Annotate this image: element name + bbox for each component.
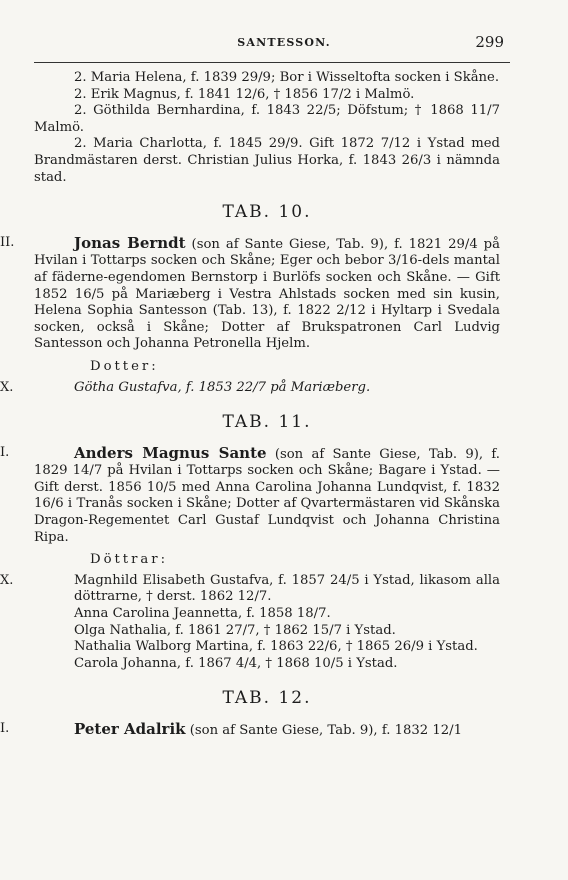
entry-paragraph (34, 235, 500, 353)
continuation-entry: 2. Erik Magnus, f. 1841 12/6, † 1856 17/2 i Malmö. (74, 86, 415, 102)
child-text: Anna Carolina Jeannetta, f. 1858 18/7. (74, 606, 331, 622)
continuation-entry: 2. Göthilda Bernhardina, f. 1843 22/5; Döfstum; † 1868 11/7 Malmö. (34, 103, 500, 135)
continuation-entry: 2. Maria Charlotta, f. 1845 29/9. Gift 1872 7/12 i Ystad med Brandmästaren derst. Christian Julius Horka, f. 1843 26/3 i nämnda stad. (34, 136, 500, 185)
genealogy-entry (0, 443, 500, 547)
child-entry (0, 379, 500, 397)
generation-marker: X. (0, 379, 14, 395)
children-heading: Döttrar: (90, 552, 169, 568)
genealogy-entry (0, 720, 500, 740)
generation-marker: I. (0, 721, 10, 736)
running-head: SANTESSON. (237, 36, 331, 49)
entry-paragraph (34, 721, 500, 740)
generation-marker: X. (0, 572, 14, 588)
entry-text: (son af Sante Giese, Tab. 9), f. 1829 14/7 på Hvilan i Tottarps socken och Skåne; Bagare i Ystad. — Gift derst. 1856 10/5 med Anna Carolina Johanna Lundqvist, f. 1832 16/6 i Tranås socken i Skåne; Dotter af Qvartermästaren vid Skånska Dragon-Regementet Carl Gustaf Lundqvist och Johanna Christina Ripa. (34, 446, 500, 545)
child-text: Olga Nathalia, f. 1861 27/7, † 1862 15/7 i Ystad. (74, 622, 396, 638)
generation-marker: II. (0, 234, 15, 250)
genealogy-entry (0, 233, 500, 353)
person-name: Anders Magnus Sante (74, 443, 267, 462)
child-text: Magnhild Elisabeth Gustafva, f. 1857 24/5 i Ystad, likasom alla döttrarne, † derst. 1862 12/7. (74, 572, 500, 605)
entry-text: (son af Sante Giese, Tab. 9), f. 1832 12/1 (189, 723, 462, 738)
tab-heading: TAB. 12. (222, 688, 312, 709)
entry-text: (son af Sante Giese, Tab. 9), f. 1821 29/4 på Hvilan i Tottarps socken och Skåne; Eger och bebor 3/16-dels mantal af fäderne-egendomen Bernstorp i Burlöfs socken och Skåne. — Gift 1852 16/5 på Mariæberg i Vestra Ahlstads socken med sin kusin, Helena Sophia Santesson (Tab. 13), f. 1822 2/12 i Hyltarp i Svedala socken, också i Skåne; Dotter af Brukspatronen Carl Ludvig Santesson och Johanna Petronella Hjelm. (34, 236, 500, 352)
header-rule (34, 62, 510, 63)
page-body (0, 70, 500, 740)
tab-heading: TAB. 11. (222, 412, 312, 433)
child-text: Nathalia Walborg Martina, f. 1863 22/6, † 1865 26/9 i Ystad. (74, 639, 478, 655)
child-entry (0, 572, 500, 673)
tab-heading: TAB. 10. (222, 202, 312, 223)
child-text: Carola Johanna, f. 1867 4/4, † 1868 10/5 i Ystad. (74, 655, 398, 671)
generation-marker: I. (0, 444, 10, 460)
children-heading: Dotter: (90, 358, 159, 374)
page-header (64, 33, 504, 54)
person-name: Jonas Berndt (74, 233, 186, 252)
continuation-entry: 2. Maria Helena, f. 1839 29/9; Bor i Wisseltofta socken i Skåne. (74, 70, 500, 85)
entry-paragraph (34, 445, 500, 547)
person-name: Peter Adalrik (74, 720, 186, 738)
page-number: 299 (475, 33, 504, 51)
child-text: Götha Gustafva, f. 1853 22/7 på Mariæberg. (74, 379, 371, 395)
